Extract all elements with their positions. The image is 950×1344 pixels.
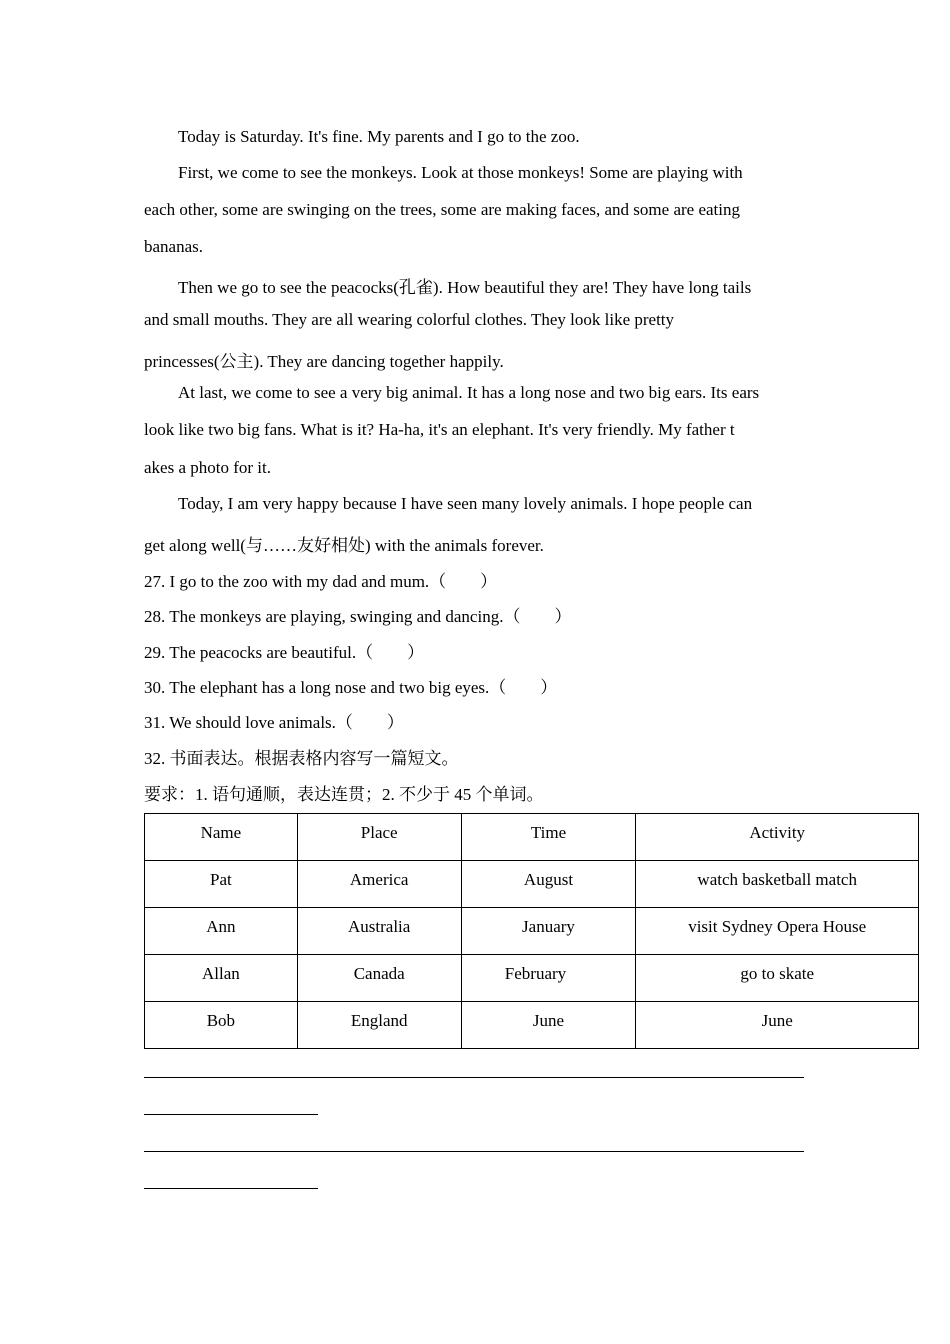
table-cell: June <box>461 1002 636 1049</box>
passage-line: look like two big fans. What is it? Ha-ha, it's an elephant. It's very friendly. My father t <box>144 420 735 439</box>
table-cell: watch basketball match <box>636 861 919 908</box>
passage-line: First, we come to see the monkeys. Look at those monkeys! Some are playing with <box>178 163 743 182</box>
table-header-row <box>145 814 919 861</box>
table-cell: Ann <box>145 908 298 955</box>
table-cell: August <box>461 861 636 908</box>
answer-line[interactable] <box>144 1188 318 1189</box>
passage-line: akes a photo for it. <box>144 458 271 477</box>
table-header-cell: Time <box>461 814 636 861</box>
answer-line[interactable] <box>144 1151 804 1152</box>
passage-line: Today is Saturday. It's fine. My parents and I go to the zoo. <box>178 127 580 146</box>
passage-line: bananas. <box>144 237 204 256</box>
table-cell: visit Sydney Opera House <box>636 908 919 955</box>
table-row <box>145 861 919 908</box>
table-cell: Canada <box>297 955 461 1002</box>
writing-title: 32. 书面表达。根据表格内容写一篇短文。 <box>144 749 459 768</box>
passage-line: Today, I am very happy because I have seen many lovely animals. I hope people can <box>178 494 753 513</box>
table-cell: February <box>461 955 636 1002</box>
table-header-cell: Place <box>297 814 461 861</box>
table-cell: America <box>297 861 461 908</box>
table-header-cell: Activity <box>636 814 919 861</box>
question-27: 27. I go to the zoo with my dad and mum.（ ） <box>144 572 498 591</box>
table-row <box>145 955 919 1002</box>
question-30: 30. The elephant has a long nose and two big eyes.（ ） <box>144 678 558 697</box>
question-31: 31. We should love animals.（ ） <box>144 713 404 732</box>
question-28: 28. The monkeys are playing, swinging and dancing.（ ） <box>144 607 572 626</box>
table-row <box>145 908 919 955</box>
passage-line: each other, some are swinging on the trees, some are making faces, and some are eating <box>144 200 740 219</box>
answer-line[interactable] <box>144 1077 804 1078</box>
passage-line: At last, we come to see a very big animal. It has a long nose and two big ears. Its ears <box>178 383 760 402</box>
table-cell: Allan <box>145 955 298 1002</box>
table-cell: go to skate <box>636 955 919 1002</box>
table-cell: Pat <box>145 861 298 908</box>
table-cell: Australia <box>297 908 461 955</box>
passage-line: get along well(与……友好相处) with the animals forever. <box>144 536 544 555</box>
table-cell: England <box>297 1002 461 1049</box>
table-cell: June <box>636 1002 919 1049</box>
passage-line: princesses(公主). They are dancing together happily. <box>144 352 504 371</box>
question-29: 29. The peacocks are beautiful.（ ） <box>144 643 425 662</box>
passage-line: Then we go to see the peacocks(孔雀). How beautiful they are! They have long tails <box>178 278 752 297</box>
table-cell: January <box>461 908 636 955</box>
table-cell: Bob <box>145 1002 298 1049</box>
info-table <box>144 813 919 1049</box>
table-header-cell: Name <box>145 814 298 861</box>
writing-requirement: 要求：1. 语句通顺，表达连贯；2. 不少于 45 个单词。 <box>144 785 544 804</box>
passage-line: and small mouths. They are all wearing colorful clothes. They look like pretty <box>144 310 675 329</box>
answer-line[interactable] <box>144 1114 318 1115</box>
table-row <box>145 1002 919 1049</box>
